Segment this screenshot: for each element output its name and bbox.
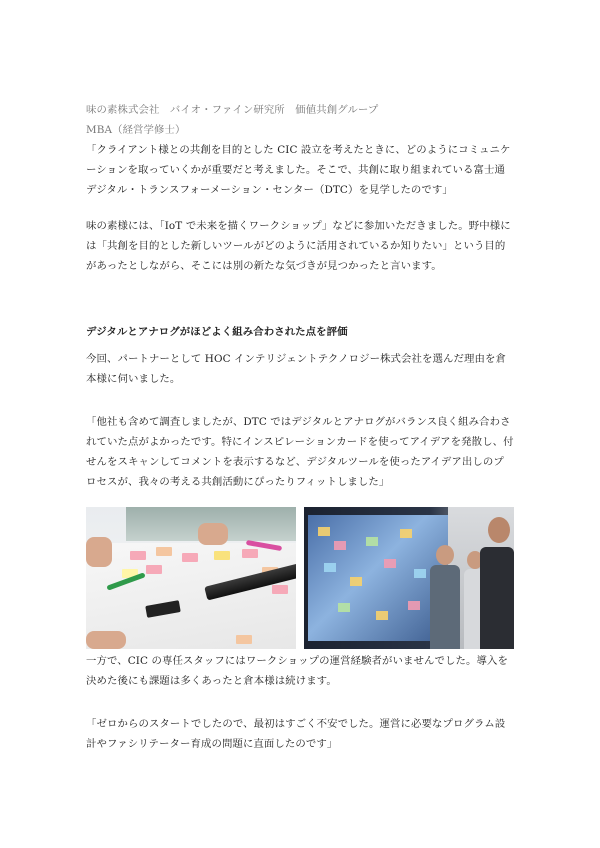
- hand-shape: [198, 523, 228, 545]
- sticky-note: [236, 635, 252, 644]
- quote-paragraph-2: 「他社も含めて調査しましたが、DTC ではデジタルとアナログがバランス良く組み合わされていた点がよかったです。特にインスピレーションカードを使ってアイデアを発散し、付せんをスキャンしてコメントを表示するなど、デジタルツールを使ったアイデア出しのプロセスが、我々の考える共創活動にぴったりフィットしました」: [86, 416, 514, 488]
- screen-tile: [414, 569, 426, 578]
- screen-tile: [376, 611, 388, 620]
- screen-tile: [338, 603, 350, 612]
- sticky-note: [156, 547, 172, 556]
- degree-line: MBA（経営学修士）: [86, 124, 186, 136]
- sticky-note: [272, 585, 288, 594]
- digital-screen-photo: [304, 507, 514, 649]
- sticky-note: [214, 551, 230, 560]
- screen-tile: [384, 559, 396, 568]
- sticky-note: [182, 553, 198, 562]
- person-figure: [430, 565, 460, 649]
- affiliation-line: 味の素株式会社 バイオ・ファイン研究所 価値共創グループ: [86, 104, 379, 116]
- body-paragraph-2: 今回、パートナーとして HOC インテリジェントテクノロジー株式会社を選んだ理由を倉本様に伺いました。: [86, 353, 506, 385]
- person-head: [436, 545, 454, 565]
- screen-tile: [334, 541, 346, 550]
- quote-paragraph-1: 「クライアント様との共創を目的とした CIC 設立を考えたときに、どのようにコミュニケーションを取っていくかが重要だと考えました。そこで、共創に取り組まれている富士通デジタル・トランスフォーメーション・センター（DTC）を見学したのです」: [86, 144, 511, 196]
- sticky-note: [242, 549, 258, 558]
- person-head: [488, 517, 510, 543]
- body-paragraph-1: 味の素様には、「IoT で未来を描くワークショップ」などに参加いただきました。野中様には「共創を目的とした新しいツールがどのように活用されているか知りたい」という目的があったとしながら、そこには別の新たな気づきが見つかったと言います。: [86, 220, 511, 272]
- hand-shape: [86, 631, 126, 649]
- screen-tile: [400, 529, 412, 538]
- screen-tile: [366, 537, 378, 546]
- screen-tile: [324, 563, 336, 572]
- body-paragraph-3: 一方で、CIC の専任スタッフにはワークショップの運営経験者がいませんでした。導入を決めた後にも課題は多くあったと倉本様は続けます。: [86, 655, 508, 687]
- sticky-note: [130, 551, 146, 560]
- screen-tile: [408, 601, 420, 610]
- section-heading: デジタルとアナログがほどよく組み合わされた点を評価: [86, 326, 348, 338]
- person-figure: [480, 547, 514, 649]
- hand-shape: [86, 537, 112, 567]
- screen-tile: [318, 527, 330, 536]
- screen-tile: [350, 577, 362, 586]
- workshop-desk-photo: [86, 507, 296, 649]
- quote-paragraph-3: 「ゼロからのスタートでしたので、最初はすごく不安でした。運営に必要なプログラム設計やファシリテーター育成の問題に直面したのです」: [86, 718, 506, 750]
- sticky-note: [146, 565, 162, 574]
